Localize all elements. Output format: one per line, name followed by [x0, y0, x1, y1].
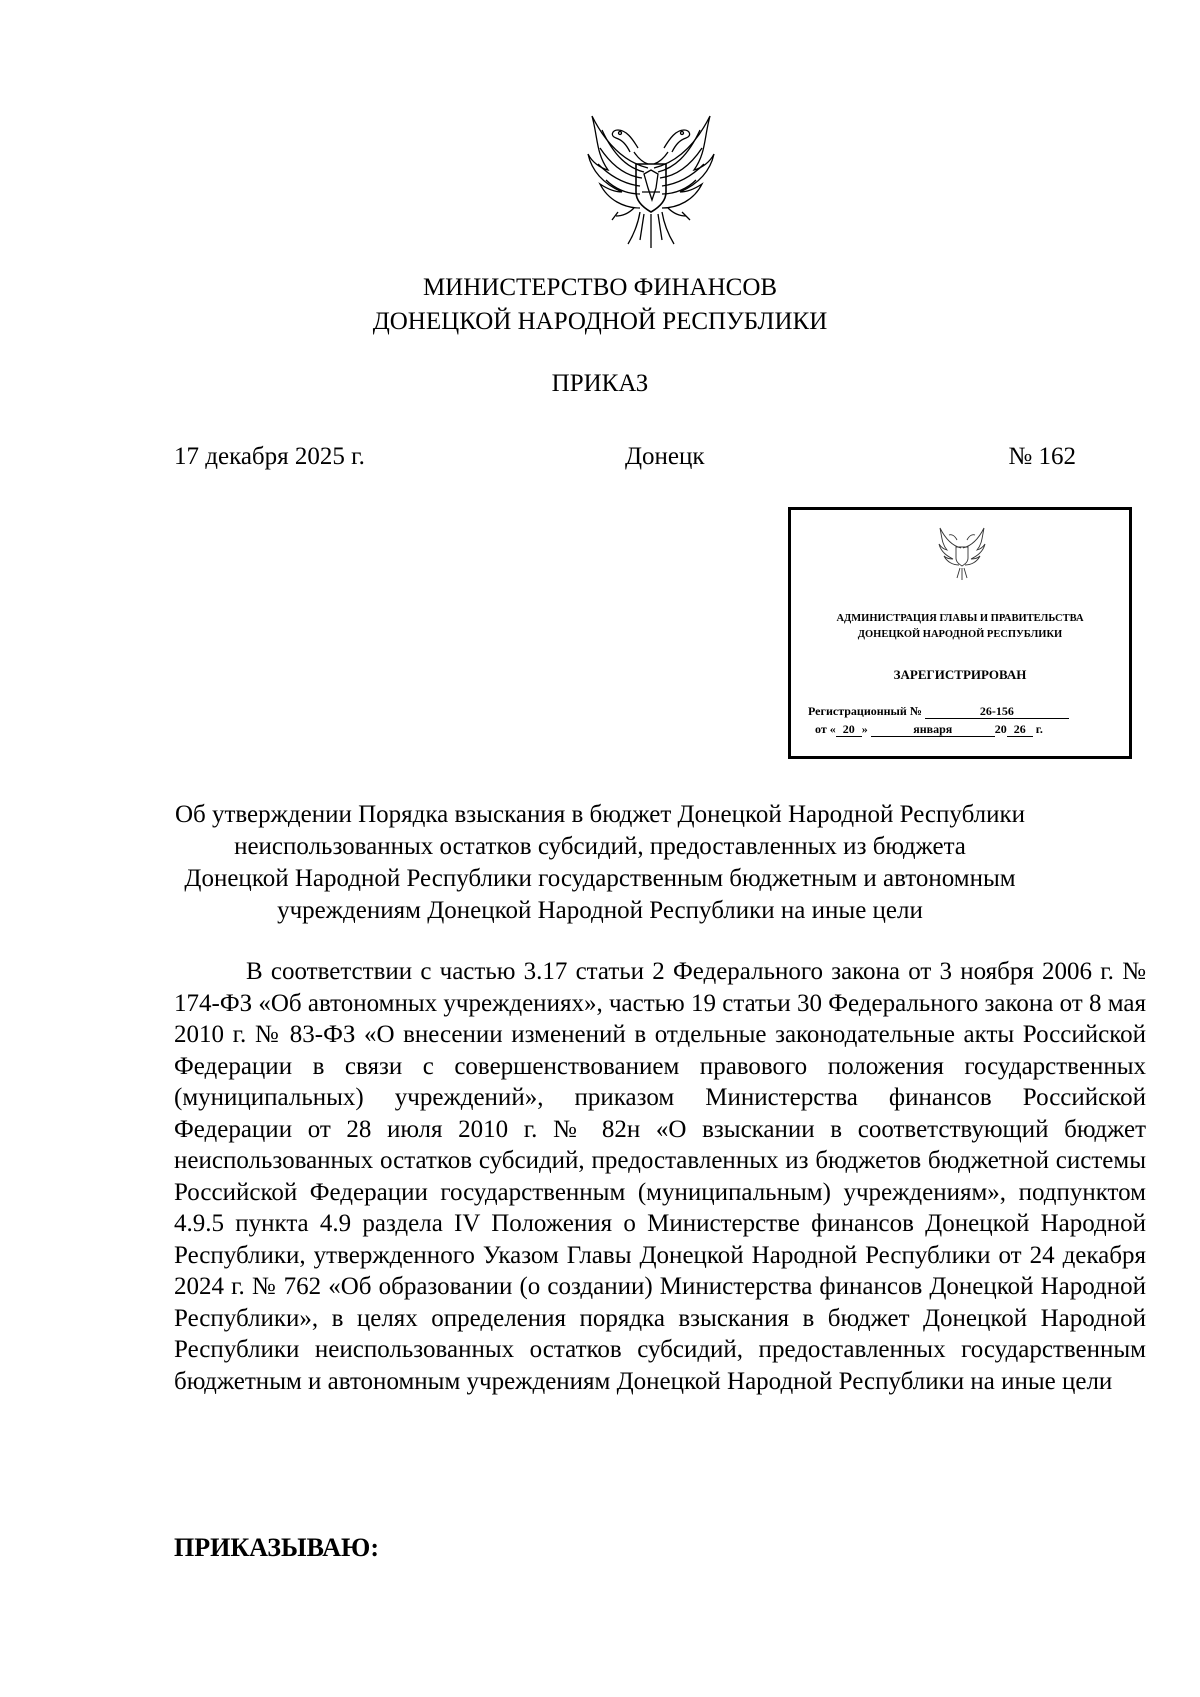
heading-line2: неиспользованных остатков субсидий, предоставленных из бюджета [234, 833, 966, 860]
stamp-coat-of-arms-icon [937, 526, 987, 582]
stamp-date-day: 20 [836, 723, 862, 737]
stamp-admin-line2: ДОНЕЦКОЙ НАРОДНОЙ РЕСПУБЛИКИ [857, 629, 1063, 640]
registration-stamp [788, 507, 1132, 759]
orders-label: ПРИКАЗЫВАЮ: [174, 1533, 379, 1562]
stamp-date-close: » [861, 722, 868, 736]
coat-of-arms-emblem [578, 108, 724, 254]
stamp-reg-number: 26-156 [925, 705, 1069, 719]
document-type-title: ПРИКАЗ [551, 370, 649, 397]
stamp-date-line [815, 722, 1043, 737]
heading-line1: Об утверждении Порядка взыскания в бюджет Донецкой Народной Республики [174, 801, 1026, 828]
stamp-date-prefix: от « [815, 722, 836, 736]
stamp-year-prefix: 20 [994, 722, 1007, 736]
ministry-name-line2: ДОНЕЦКОЙ НАРОДНОЙ РЕСПУБЛИКИ [372, 308, 828, 335]
order-city: Донецк [625, 443, 705, 470]
stamp-date-month: января [871, 723, 995, 737]
stamp-registered-label: ЗАРЕГИСТРИРОВАН [893, 667, 1027, 682]
order-date: 17 декабря 2025 г. [174, 443, 365, 470]
ministry-name-line1: МИНИСТЕРСТВО ФИНАНСОВ [422, 274, 778, 301]
preamble-paragraph: В соответствии с частью 3.17 статьи 2 Федерального закона от 3 ноября 2006 г. № 174-ФЗ «Об автономных учреждениях», частью 19 статьи 30 Федерального закона от 8 мая 2010 г. № 83-ФЗ «О внесении изменений в отдельные законодательные акты Российской Федерации в связи с совершенствованием правового положения государственных (муниципальных) учреждений», приказом Министерства финансов Российской Федерации от 28 июля 2010 г. № 82н «О взыскании в соответствующий бюджет неиспользованных остатков субсидий, предоставленных из бюджетов бюджетной системы Российской Федерации государственным (муниципальным) учреждениям», подпунктом 4.9.5 пункта 4.9 раздела IV Положения о Министерстве финансов Донецкой Народной Республики, утвержденного Указом Главы Донецкой Народной Республики от 24 декабря 2024 г. № 762 «Об образовании (о создании) Министерства финансов Донецкой Народной Республики», в целях определения порядка взыскания в бюджет Донецкой Народной Республики неиспользованных остатков субсидий, предоставленных государственным бюджетным и автономным учреждениям Донецкой Народной Республики на иные цели [174, 958, 1146, 1395]
order-number: № 162 [1008, 443, 1076, 470]
stamp-year-end: г. [1035, 722, 1043, 736]
heading-line4: учреждениям Донецкой Народной Республики на иные цели [277, 897, 923, 924]
heading-line3: Донецкой Народной Республики государственным бюджетным и автономным [184, 865, 1016, 892]
stamp-reg-label: Регистрационный № [808, 704, 922, 718]
stamp-year-suffix: 26 [1007, 723, 1033, 737]
stamp-registration-line [808, 704, 1069, 719]
stamp-admin-line1: АДМИНИСТРАЦИЯ ГЛАВЫ И ПРАВИТЕЛЬСТВА [836, 613, 1084, 624]
order-heading [150, 799, 1050, 927]
